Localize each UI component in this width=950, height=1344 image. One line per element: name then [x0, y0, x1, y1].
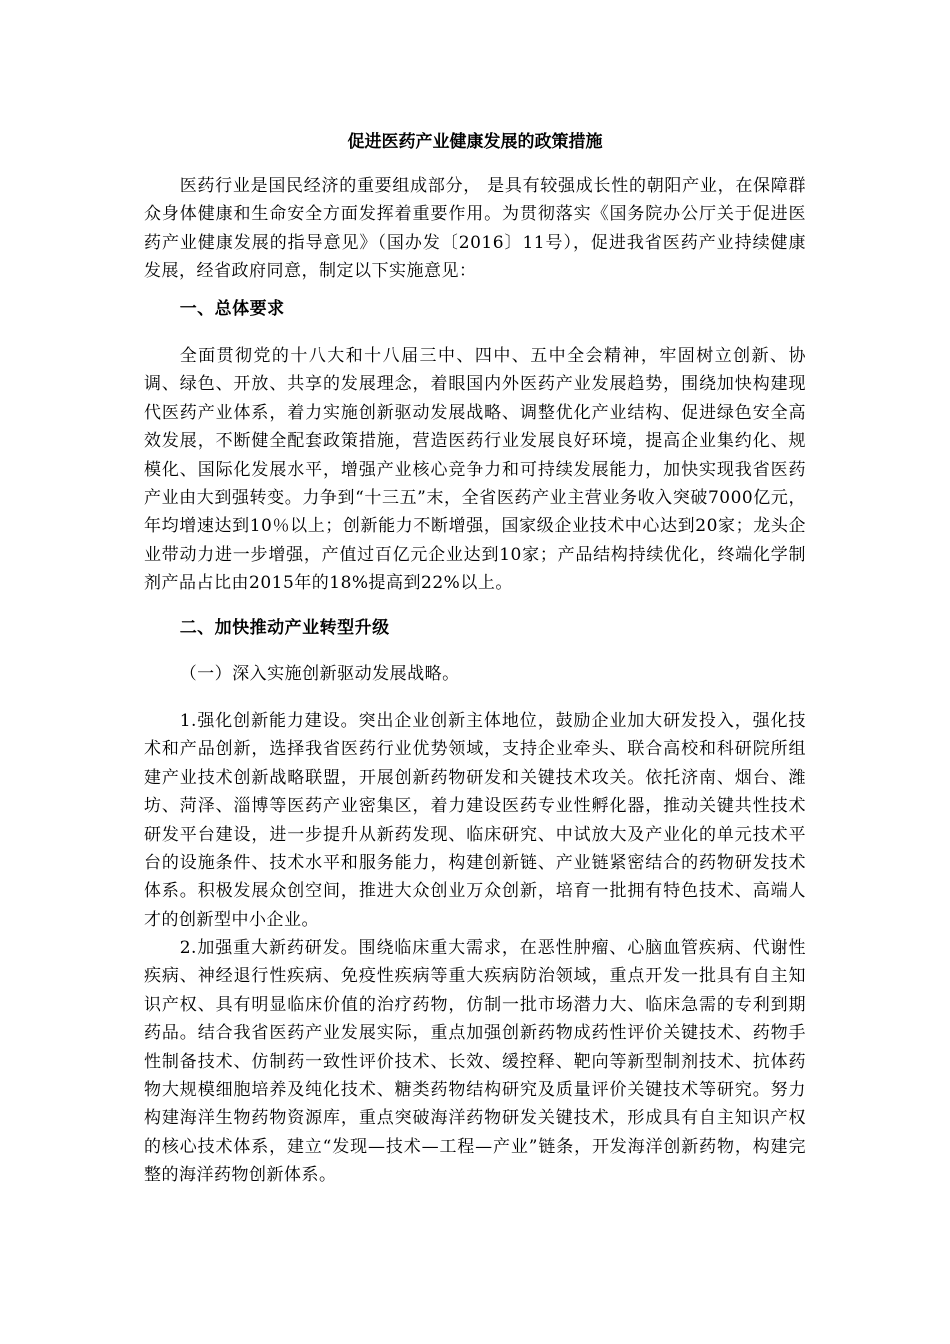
intro-paragraph: 医药行业是国民经济的重要组成部分， 是具有较强成长性的朝阳产业，在保障群众身体健康和生命安全方面发挥着重要作用。为贯彻落实《国务院办公厅关于促进医药产业健康发展的指导意见》（国办发〔2016〕11号），促进我省医药产业持续健康发展，经省政府同意，制定以下实施意见：: [144, 176, 806, 282]
item2-paragraph: 2.加强重大新药研发。围绕临床重大需求，在恶性肿瘤、心脑血管疾病、代谢性疾病、神经退行性疾病、免疫性疾病等重大疾病防治领域，重点开发一批具有自主知识产权、具有明显临床价值的治疗药物，仿制一批市场潜力大、临床急需的专利到期药品。结合我省医药产业发展实际，重点加强创新药物成药性评价关键技术、药物手性制备技术、仿制药一致性评价技术、长效、缓控释、靶向等新型制剂技术、抗体药物大规模细胞培养及纯化技术、糖类药物结构研究及质量评价关键技术等研究。努力构建海洋生物药物资源库，重点突破海洋药物研发关键技术，形成具有自主知识产权的核心技术体系，建立“发现—技术—工程—产业”链条，开发海洋创新药物，构建完整的海洋药物创新体系。: [144, 938, 806, 1186]
section-heading-industry-upgrade: 二、加快推动产业转型升级: [179, 618, 390, 638]
document-title: 促进医药产业健康发展的政策措施: [347, 132, 603, 152]
subsection-heading-innovation: （一）深入实施创新驱动发展战略。: [179, 664, 460, 684]
section-heading-general-requirements: 一、总体要求: [179, 299, 285, 319]
section1-paragraph: 全面贯彻党的十八大和十八届三中、四中、五中全会精神，牢固树立创新、协调、绿色、开放、共享的发展理念，着眼国内外医药产业发展趋势，围绕加快构建现代医药产业体系，着力实施创新驱动发展战略、调整优化产业结构、促进绿色安全高效发展，不断健全配套政策措施，营造医药行业发展良好环境，提高企业集约化、规模化、国际化发展水平，增强产业核心竞争力和可持续发展能力，加快实现我省医药产业由大到强转变。力争到“十三五”末，全省医药产业主营业务收入突破7000亿元，年均增速达到10％以上；创新能力不断增强，国家级企业技术中心达到20家；龙头企业带动力进一步增强，产值过百亿元企业达到10家；产品结构持续优化，终端化学制剂产品占比由2015年的18%提高到22%以上。: [144, 346, 806, 594]
item1-paragraph: 1.强化创新能力建设。突出企业创新主体地位，鼓励企业加大研发投入，强化技术和产品创新，选择我省医药行业优势领域，支持企业牵头、联合高校和科研院所组建产业技术创新战略联盟，开展创新药物研发和关键技术攻关。依托济南、烟台、潍坊、菏泽、淄博等医药产业密集区，着力建设医药专业性孵化器，推动关键共性技术研发平台建设，进一步提升从新药发现、临床研究、中试放大及产业化的单元技术平台的设施条件、技术水平和服务能力，构建创新链、产业链紧密结合的药物研发技术体系。积极发展众创空间，推进大众创业万众创新，培育一批拥有特色技术、高端人才的创新型中小企业。: [144, 711, 806, 930]
